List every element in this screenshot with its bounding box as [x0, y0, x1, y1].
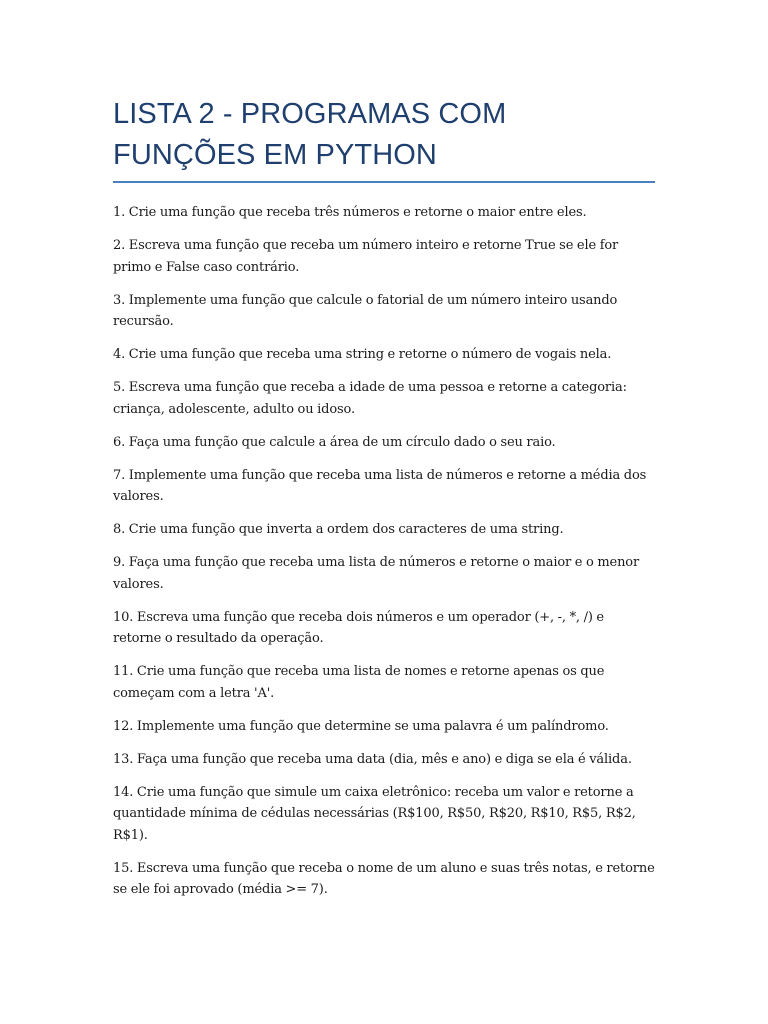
- exercise-item: 15. Escreva uma função que receba o nome de um aluno e suas três notas, e retorne se ele foi aprovado (média >= 7).: [113, 860, 655, 897]
- exercise-item: 14. Crie uma função que simule um caixa eletrônico: receba um valor e retorne a quantidade mínima de cédulas necessárias (R$100, R$50, R$20, R$10, R$5, R$2, R$1).: [113, 784, 636, 843]
- exercise-item: 11. Crie uma função que receba uma lista de nomes e retorne apenas os que começam com a letra 'A'.: [113, 664, 605, 701]
- exercise-item: 12. Implemente uma função que determine se uma palavra é um palíndromo.: [113, 718, 609, 734]
- exercise-item: 5. Escreva uma função que receba a idade de uma pessoa e retorne a categoria: criança, adolescente, adulto ou idoso.: [113, 380, 627, 417]
- exercise-item: 4. Crie uma função que receba uma string e retorne o número de vogais nela.: [113, 347, 612, 362]
- exercise-item: 6. Faça uma função que calcule a área de um círculo dado o seu raio.: [113, 434, 556, 450]
- exercise-item: 10. Escreva uma função que receba dois números e um operador (+, -, *, /) e retorne o resultado da operação.: [113, 609, 604, 646]
- exercise-list: [113, 202, 655, 901]
- page-title: LISTA 2 - PROGRAMAS COM FUNÇÕES EM PYTHON: [113, 98, 507, 171]
- exercise-item: 8. Crie uma função que inverta a ordem dos caracteres de uma string.: [113, 522, 564, 537]
- document-page: [113, 0, 655, 912]
- exercise-item: 1. Crie uma função que receba três números e retorne o maior entre eles.: [113, 205, 587, 220]
- exercise-item: 9. Faça uma função que receba uma lista de números e retorne o maior e o menor valores.: [113, 555, 640, 592]
- exercise-item: 13. Faça uma função que receba uma data (dia, mês e ano) e diga se ela é válida.: [113, 751, 632, 767]
- title-underline: [113, 181, 655, 183]
- exercise-item: 3. Implemente uma função que calcule o fatorial de um número inteiro usando recursão.: [113, 292, 618, 329]
- exercise-item: 2. Escreva uma função que receba um número inteiro e retorne True se ele for primo e False caso contrário.: [113, 238, 619, 275]
- exercise-item: 7. Implemente uma função que receba uma lista de números e retorne a média dos valores.: [113, 467, 647, 504]
